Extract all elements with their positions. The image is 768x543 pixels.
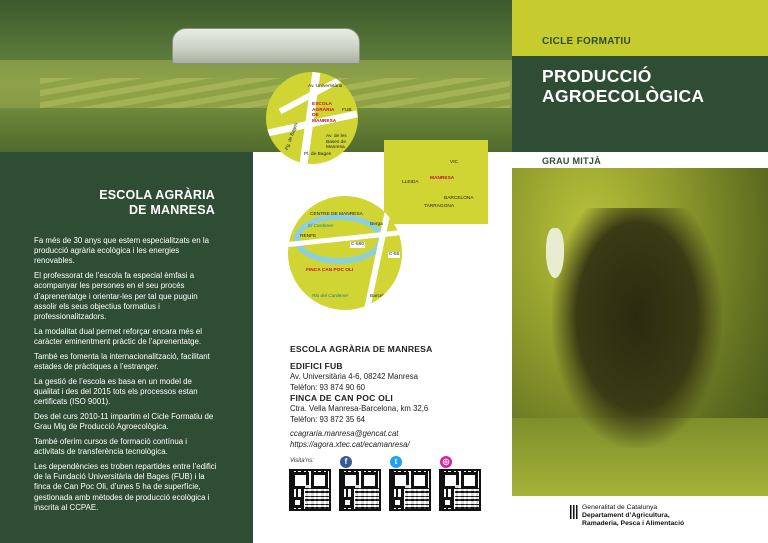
map-label: FUB	[342, 108, 352, 113]
lime-band	[512, 0, 768, 56]
grade-band	[512, 152, 768, 168]
map-label: C-660	[351, 242, 365, 247]
gov-line3: Ramaderia, Pesca i Alimentació	[582, 520, 685, 527]
map-label: C-55	[389, 252, 400, 257]
finca-title: FINCA DE CAN POC OLI	[290, 393, 393, 403]
school-info-panel	[0, 152, 253, 543]
map-label-school: ESCOLA AGRÀRIA DE MANRESA	[312, 102, 337, 124]
map-label-farm: FINCA CAN POC OLI	[306, 268, 354, 273]
fub-phone: Telèfon: 93 874 90 60	[290, 382, 365, 392]
map-label: Pl. de Bages	[304, 152, 332, 157]
paragraph: També es fomenta la internacionalització, facilitant estades de pràctiques a l’estranger.	[34, 351, 210, 372]
paragraph: Les dependències es troben repartides entre l’edifici de la Fundació Universitària del Bages (FUB) i la finca de Can Poc Oli, d’unes 5 ha de superfície, gestionada amb mètodes de producció ecològica i inscrita al CCPAE.	[34, 462, 217, 512]
map-label-manresa: MANRESA	[430, 176, 455, 181]
instagram-icon[interactable]: ◎	[440, 456, 452, 468]
school-title-line2: DE MANRESA	[128, 203, 215, 217]
qr-code-facebook[interactable]	[339, 469, 381, 511]
paragraph: La modalitat dual permet reforçar encara més el caràcter eminentment pràctic de l’aprenentatge.	[34, 326, 202, 347]
finca-phone: Telèfon: 93 872 35 64	[290, 414, 365, 424]
paragraph: El professorat de l’escola fa especial èmfasi a acompanyar les persones en el seu procés d’aprenentatge i orientar-les per tal que puguin assolir els seus objectius formatius i professionalitzadors.	[34, 271, 198, 322]
website-link[interactable]: https://agora.xtec.cat/ecamanresa/	[290, 439, 410, 449]
map-label: Riu del Cardener	[312, 294, 349, 299]
map-label: El Cardener	[308, 224, 334, 229]
greenhouse	[172, 28, 360, 64]
map-label: CENTRE DE MANRESA	[310, 212, 363, 217]
map-label: Berga	[370, 222, 383, 227]
visit-label: Visita’ns:	[290, 458, 314, 464]
twitter-icon[interactable]: t	[390, 456, 402, 468]
horse	[552, 208, 722, 448]
school-title	[15, 188, 215, 218]
course-type: CICLE FORMATIU	[542, 36, 632, 47]
course-header	[512, 0, 768, 152]
facebook-icon[interactable]: f	[340, 456, 352, 468]
catalonia-map	[384, 140, 488, 224]
school-title-line1: ESCOLA AGRÀRIA	[99, 188, 215, 202]
horse-plough-photo	[512, 168, 768, 496]
map-label: LLEIDA	[402, 180, 419, 185]
course-title-line1: PRODUCCIÓ	[542, 66, 652, 86]
course-level: GRAU MITJÀ	[542, 156, 601, 166]
qr-code-web[interactable]	[289, 469, 331, 511]
fub-title: EDIFICI FUB	[290, 361, 343, 371]
school-map	[266, 72, 358, 164]
school-description	[34, 236, 219, 518]
horse-face	[546, 228, 564, 278]
map-label: BARCELONA	[444, 196, 474, 201]
farm-map	[288, 196, 402, 310]
map-label: Av. Universitària	[308, 84, 343, 89]
map-label: Pg. de Bages	[284, 122, 300, 152]
map-label: VIC	[450, 160, 458, 165]
contact-school: ESCOLA AGRÀRIA DE MANRESA	[290, 344, 433, 354]
generalitat-logo-icon	[570, 505, 578, 519]
finca-address: Ctra. Vella Manresa-Barcelona, km 32,6	[290, 404, 429, 413]
farm-greenhouse-photo	[0, 0, 512, 152]
course-title	[542, 66, 704, 106]
gov-line1: Generalitat de Catalunya	[582, 504, 658, 511]
email-link[interactable]: ccagraria.manresa@gencat.cat	[290, 429, 399, 438]
paragraph: També oferim cursos de formació contínua i activitats de transferència tecnològica.	[34, 437, 188, 457]
government-text	[582, 504, 684, 528]
gov-line2: Departament d’Agricultura,	[582, 512, 670, 519]
government-footer	[512, 496, 768, 543]
fub-address: Av. Universitària 4-6, 08242 Manresa	[290, 372, 418, 381]
paragraph: La gestió de l’escola es basa en un model de qualitat i des del 2015 tots els processos estan certificats (ISO 9001).	[34, 376, 198, 407]
contact-block	[290, 344, 490, 450]
map-label: TARRAGONA	[424, 204, 455, 209]
qr-code-twitter[interactable]	[389, 469, 431, 511]
map-label: Av. de les Bases de Manresa	[326, 134, 347, 150]
course-title-line2: AGROECOLÒGICA	[542, 86, 705, 106]
map-label: Barcelona	[370, 294, 392, 299]
map-label: RENFE	[300, 234, 317, 239]
qr-code-instagram[interactable]	[439, 469, 481, 511]
paragraph: Des del curs 2010-11 impartim el Cicle Formatiu de Grau Mig de Producció Agroecològica.	[34, 412, 214, 432]
paragraph: Fa més de 30 anys que estem especialitzats en la producció agrària ecològica i les energies renovables.	[34, 236, 210, 266]
